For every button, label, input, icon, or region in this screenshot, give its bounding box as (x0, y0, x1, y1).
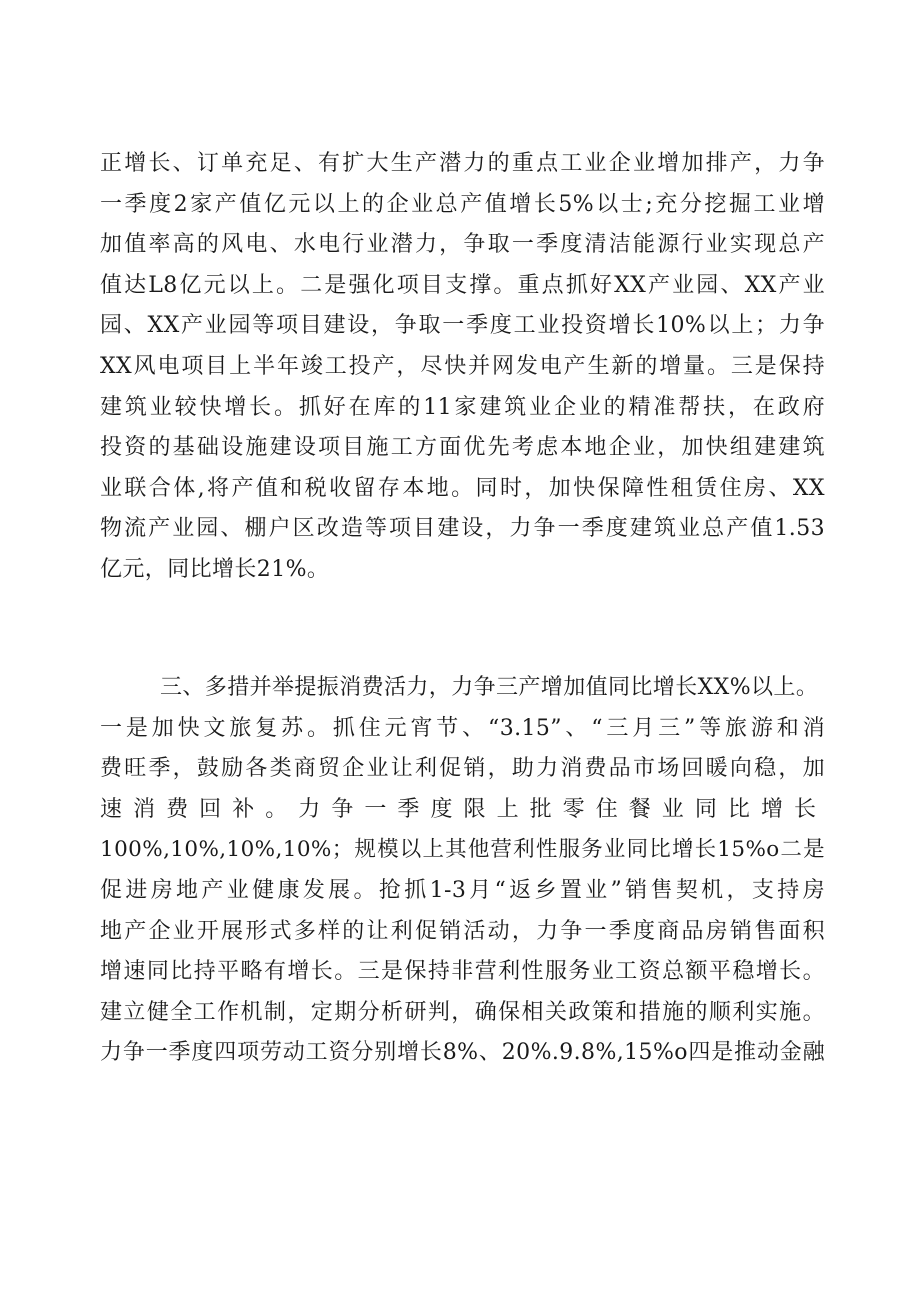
paragraph-line: 投资的基础设施建设项目施工方面优先考虑本地企业，加快组建建筑 (100, 435, 825, 461)
paragraph-line: 速消费回补。力争一季度限上批零住餐业同比增长 (100, 796, 825, 822)
paragraph-line: 亿元，同比增长21%。 (100, 556, 330, 582)
paragraph-2 (100, 668, 825, 1074)
paragraph-line: 建筑业较快增长。抓好在库的11家建筑业企业的精准帮扶，在政府 (100, 394, 825, 420)
paragraph-line: 100%,10%,10%,10%；规模以上其他营利性服务业同比增长15%o二是 (100, 837, 825, 863)
paragraph-line: 物流产业园、棚户区改造等项目建设，力争一季度建筑业总产值1.53 (100, 516, 825, 542)
paragraph-line: 业联合体,将产值和税收留存本地。同时，加快保障性租赁住房、XX (100, 475, 825, 501)
paragraph-line: 园、XX产业园等项目建设，争取一季度工业投资增长10%以上；力争 (100, 313, 825, 339)
section-heading-line: 三、多措并举提振消费活力，力争三产增加值同比增长XX%以上。 (160, 675, 819, 700)
paragraph-line: 一季度2家产值亿元以上的企业总产值增长5%以士;充分挖掘工业增 (100, 191, 825, 217)
paragraph-line: 加值率高的风电、水电行业潜力，争取一季度清洁能源行业实现总产 (100, 232, 825, 258)
paragraph-line: 建立健全工作机制，定期分析研判，确保相关政策和措施的顺利实施。 (100, 999, 825, 1025)
paragraph-line: 费旺季，鼓励各类商贸企业让利促销，助力消费品市场回暖向稳，加 (100, 756, 825, 782)
paragraph-line: 促进房地产业健康发展。抢抓1-3月“返乡置业”销售契机，支持房 (100, 877, 825, 903)
paragraph-line: 地产企业开展形式多样的让利促销活动，力争一季度商品房销售面积 (100, 918, 825, 944)
paragraph-1 (100, 144, 825, 591)
paragraph-line: 正增长、订单充足、有扩大生产潜力的重点工业企业增加排产，力争 (100, 151, 825, 176)
paragraph-line: XX风电项目上半年竣工投产，尽快并网发电产生新的增量。三是保持 (100, 353, 825, 379)
paragraph-line: 力争一季度四项劳动工资分别增长8%、20%.9.8%,15%o四是推动金融 (100, 1040, 825, 1066)
paragraph-line: 一是加快文旅复苏。抓住元宵节、“3.15”、“三月三”等旅游和消 (100, 715, 825, 741)
paragraph-line: 增速同比持平略有增长。三是保持非营利性服务业工资总额平稳增长。 (100, 959, 825, 985)
paragraph-line: 值达L8亿元以上。二是强化项目支撑。重点抓好XX产业园、XX产业 (100, 272, 825, 298)
